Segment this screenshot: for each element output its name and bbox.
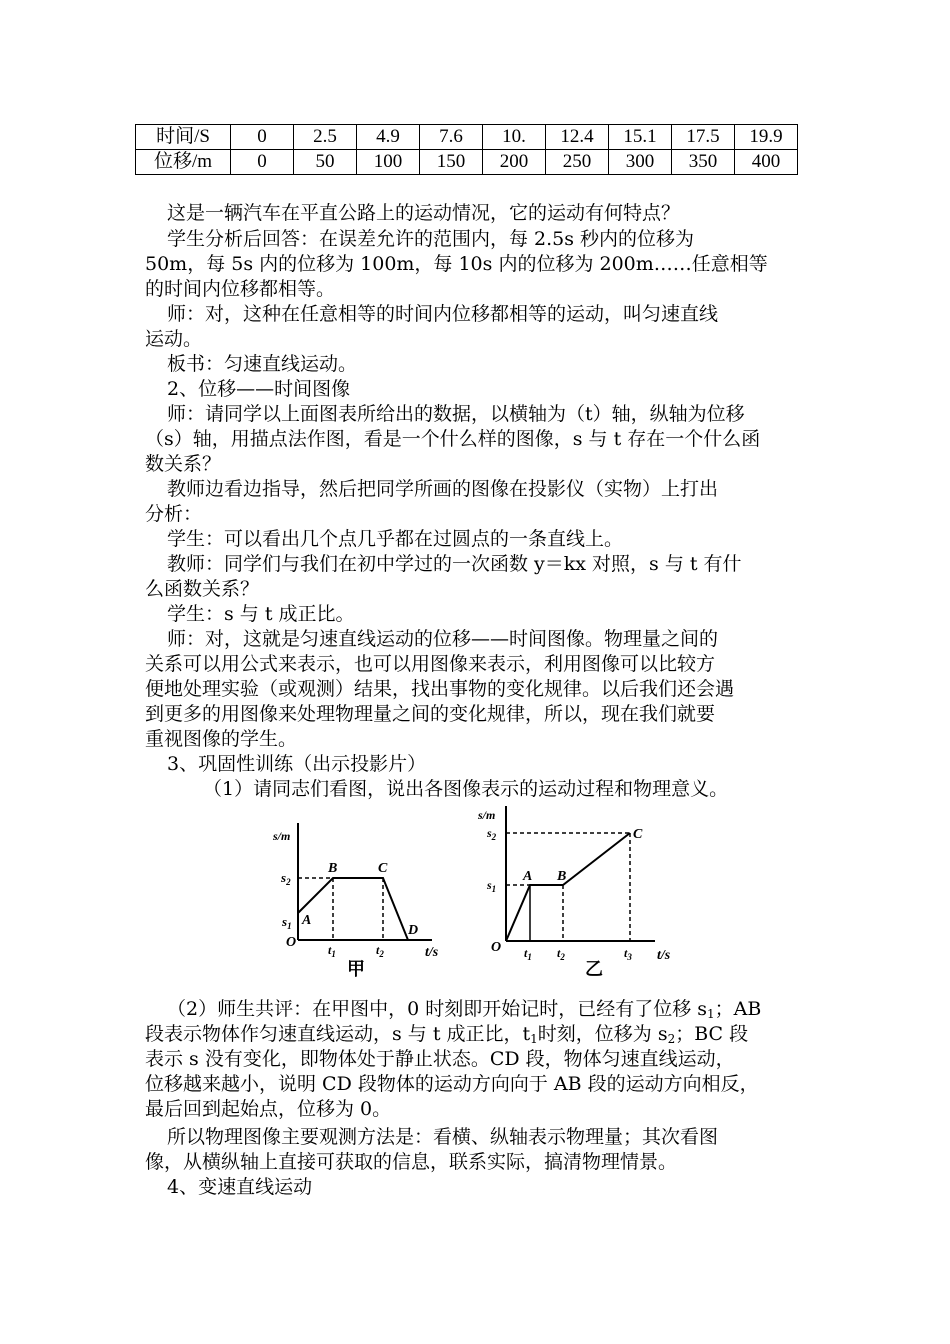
figure-yi-graph [475,800,700,980]
paragraph-line: 重视图像的学生。 [145,728,298,750]
paragraph-line: 的时间内位移都相等。 [145,278,336,300]
paragraph-line: 到更多的用图像来处理物理量之间的变化规律，所以，现在我们就要 [145,703,716,725]
paragraph-line: 师：请同学以上面图表所给出的数据，以横轴为（t）轴，纵轴为位移 [167,403,745,425]
table-cell: 7.6 [420,125,483,150]
s1-label: $s_1$ [487,878,497,894]
table-row [136,125,798,150]
s1-label: $s_1$ [282,914,292,931]
table-cell: 10. [483,125,546,150]
paragraph-line: 50m，每 5s 内的位移为 100m，每 10s 内的位移为 200m……任意相等 [145,253,768,275]
paragraph-line: （1）请同志们看图，说出各图像表示的运动过程和物理意义。 [203,778,729,800]
t1-label: $t_1$ [524,946,532,962]
table-cell: 15.1 [609,125,672,150]
table-cell: 19.9 [735,125,798,150]
paragraph-line: 位移越来越小，说明 CD 段物体的运动方向向于 AB 段的运动方向相反， [145,1073,759,1095]
paragraph-line: 数关系？ [145,453,222,475]
y-axis-label: s/m [273,829,291,843]
section-heading: 2、位移——时间图像 [167,378,351,400]
figure-jia-graph [270,815,485,980]
x-axis-label: t/s [425,945,439,960]
table-cell: 12.4 [546,125,609,150]
y-axis-label: s/m [478,808,496,822]
graph-line [298,878,408,940]
table-cell: 400 [735,150,798,175]
paragraph-line: 么函数关系？ [145,578,260,600]
paragraph-line: 学生：可以看出几个点几乎都在过圆点的一条直线上。 [167,528,624,550]
point-b-label: B [328,861,338,876]
paragraph-line: 表示 s 没有变化，即物体处于静止状态。CD 段，物体匀速直线运动， [145,1048,735,1070]
s2-label: $s_2$ [487,826,497,842]
table-cell: 0 [231,150,294,175]
paragraph-line: 师：对，这就是匀速直线运动的位移——时间图像。物理量之间的 [167,628,719,650]
paragraph-line: 板书：匀速直线运动。 [167,353,358,375]
paragraph-line: 段表示物体作匀速直线运动，s 与 t 成正比，$t_1$时刻，位移为 $s_2$；BC 段 [145,1023,749,1046]
table-cell: 时间/S [136,125,231,150]
point-b-label: B [557,869,567,884]
table-cell: 2.5 [294,125,357,150]
paragraph-line: 所以物理图像主要观测方法是：看横、纵轴表示物理量；其次看图 [167,1126,719,1148]
paragraph-line: 学生：s 与 t 成正比。 [167,603,355,625]
t2-label: $t_2$ [557,946,565,962]
table-cell: 4.9 [357,125,420,150]
table-cell: 250 [546,150,609,175]
paragraph-line: 这是一辆汽车在平直公路上的运动情况，它的运动有何特点？ [167,202,681,224]
point-c-label: C [633,827,643,842]
table-cell: 200 [483,150,546,175]
point-a-label: A [302,913,312,928]
t1-label: $t_1$ [328,943,336,959]
section-heading: 4、变速直线运动 [167,1176,313,1198]
paragraph-line: 便地处理实验（或观测）结果，找出事物的变化规律。以后我们还会遇 [145,678,735,700]
point-d-label: D [408,923,419,938]
paragraph-line: 关系可以用公式来表示，也可以用图像来表示，利用图像可以比较方 [145,653,716,675]
section-heading: 3、巩固性训练（出示投影片） [167,753,427,775]
time-displacement-table [135,124,798,175]
paragraph-line: 教师边看边指导，然后把同学所画的图像在投影仪（实物）上打出 [167,478,719,500]
table-cell: 350 [672,150,735,175]
origin-label: O [286,935,297,950]
point-c-label: C [378,861,388,876]
point-a-label: A [523,869,533,884]
graph-line [506,833,630,941]
paragraph-line: （2）师生共评：在甲图中，0 时刻即开始记时，已经有了位移 $s_1$；AB [167,998,762,1021]
paragraph-line: 运动。 [145,328,203,350]
paragraph-line: （s）轴，用描点法作图，看是一个什么样的图像，s 与 t 存在一个什么函 [145,428,761,450]
paragraph-line: 分析： [145,503,203,525]
table-cell: 位移/m [136,150,231,175]
origin-label: O [491,940,502,955]
table-cell: 0 [231,125,294,150]
s2-label: $s_2$ [281,870,291,887]
table-cell: 17.5 [672,125,735,150]
paragraph-line: 师：对，这种在任意相等的时间内位移都相等的运动，叫匀速直线 [167,303,719,325]
table-cell: 300 [609,150,672,175]
table-row [136,150,798,175]
paragraph-line: 最后回到起始点，位移为 0。 [145,1098,392,1120]
table-cell: 100 [357,150,420,175]
paragraph-line: 像，从横纵轴上直接可获取的信息，联系实际，搞清物理情景。 [145,1151,678,1173]
t2-label: $t_2$ [376,943,384,959]
figure-caption-yi: 乙 [585,959,603,980]
table-cell: 150 [420,150,483,175]
paragraph-line: 教师：同学们与我们在初中学过的一次函数 y＝kx 对照，s 与 t 有什 [167,553,742,575]
x-axis-label: t/s [657,948,671,963]
paragraph-line: 学生分析后回答：在误差允许的范围内，每 2.5s 秒内的位移为 [167,228,695,250]
figure-caption-jia: 甲 [347,959,365,980]
t3-label: $t_3$ [624,946,632,962]
table-cell: 50 [294,150,357,175]
